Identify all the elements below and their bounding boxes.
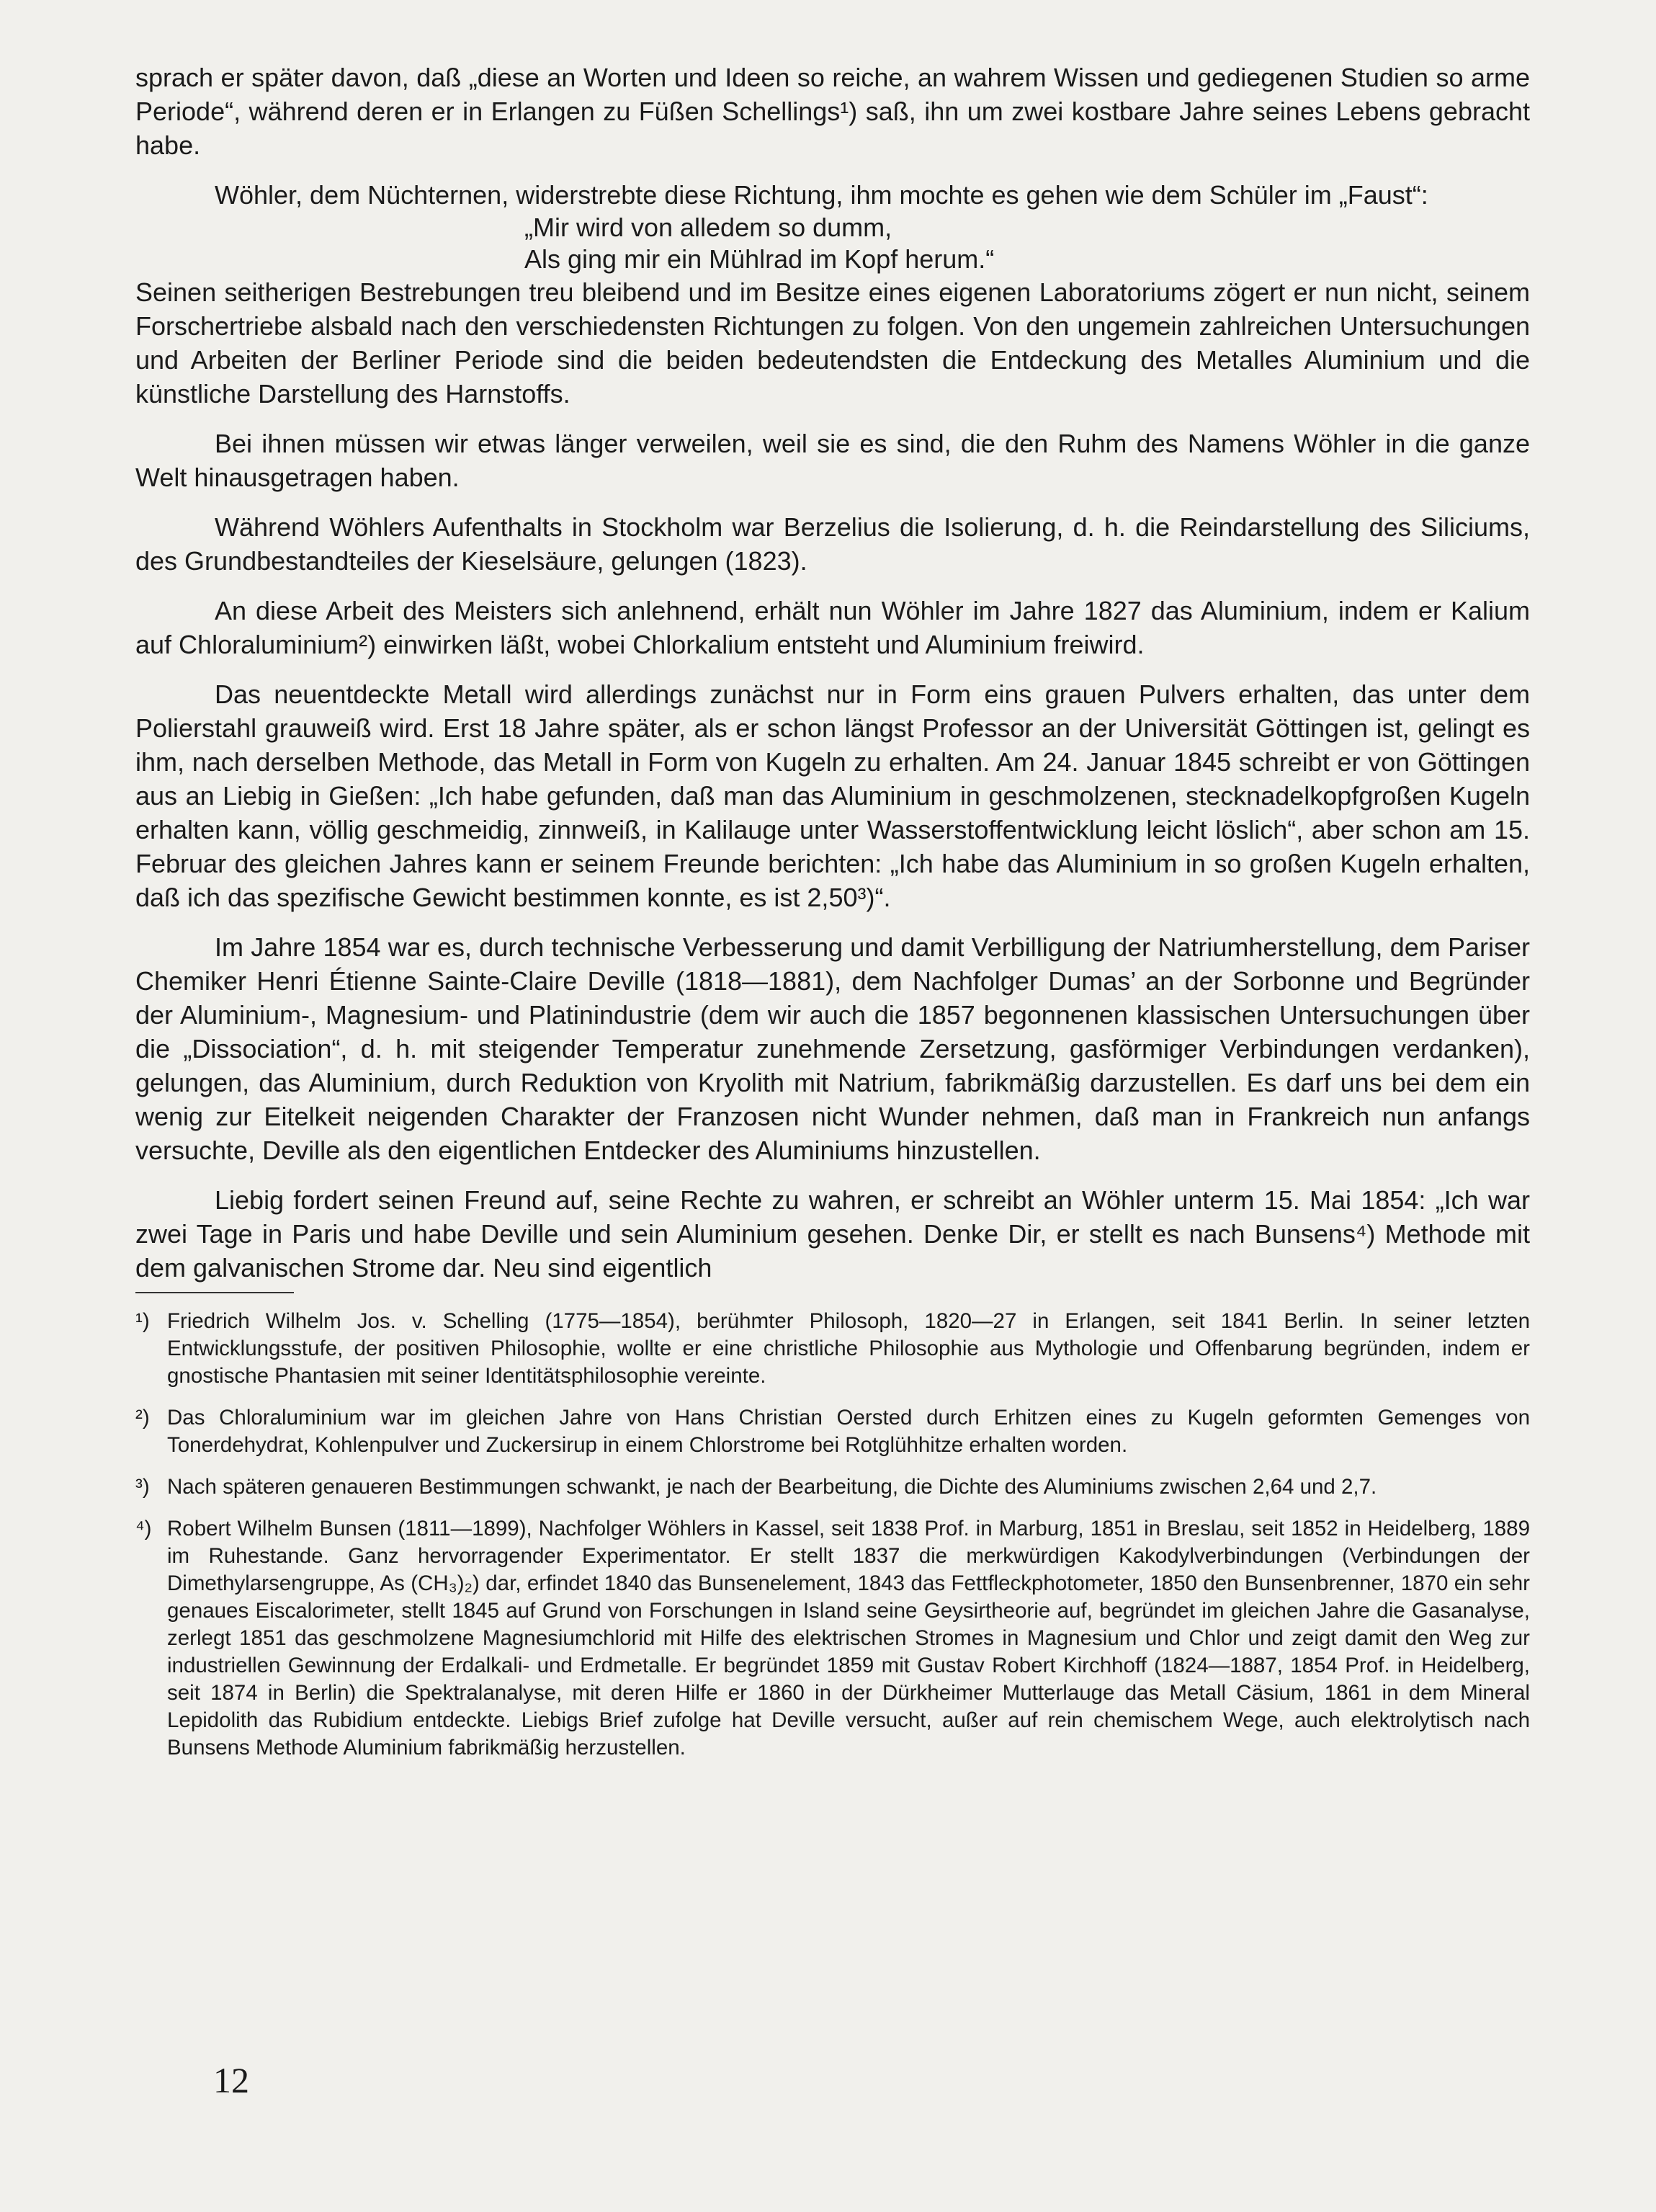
footnote-divider [135, 1292, 294, 1293]
footnotes [135, 1308, 1530, 1762]
paragraph: Das neuentdeckte Metall wird allerdings zunächst nur in Form eins grauen Pulvers erhalten, das unter dem Polierstahl grauweiß wird. Erst 18 Jahre später, als er schon längst Professor an der Universität Göttingen ist, gelingt es ihm, nach derselben Methode, das Metall in Form von Kugeln zu erhalten. Am 24. Januar 1845 schreibt er von Göttingen aus an Liebig in Gießen: „Ich habe gefunden, daß man das Aluminium in geschmolzenen, stecknadelkopfgroßen Kugeln erhalten kann, völlig geschmeidig, zinnweiß, in Kalilauge unter Wasserstoffentwicklung leicht löslich“, aber schon am 15. Februar des gleichen Jahres kann er seinem Freunde berichten: „Ich habe das Aluminium in so großen Kugeln erhalten, daß ich das spezifische Gewicht bestimmen konnte, es ist 2,50³)“. [135, 679, 1530, 912]
footnote-mark: ¹) [135, 1309, 150, 1333]
footnote-text: Das Chloraluminium war im gleichen Jahre von Hans Christian Oersted durch Erhitzen eines zu Kugeln geformten Gemenges von Tonerdehydrat, Kohlenpulver und Zuckersirup in einem Chlorstrome bei Rotglühhitze erhalten worden. [167, 1406, 1530, 1457]
footnote [135, 1308, 1530, 1390]
footnote-mark: ²) [135, 1406, 150, 1430]
body-text [135, 61, 1530, 1285]
paragraph: Während Wöhlers Aufenthalts in Stockholm war Berzelius die Isolierung, d. h. die Reindarstellung des Siliciums, des Grundbestandteiles der Kieselsäure, gelungen (1823). [135, 512, 1530, 576]
footnote-text: Robert Wilhelm Bunsen (1811—1899), Nachfolger Wöhlers in Kassel, seit 1838 Prof. in Marburg, 1851 in Breslau, seit 1852 in Heidelberg, 1889 im Ruhestande. Ganz hervorragender Experimentator. Er stellt 1837 die merkwürdigen Kakodylverbindungen (Verbindungen der Dimethylarsengruppe, As (CH₃)₂) dar, erfindet 1840 das Bunsenelement, 1843 das Fettfleckphotometer, 1850 den Bunsenbrenner, 1870 ein sehr genaues Eiscalorimeter, stellt 1845 auf Grund von Forschungen in Island seine Geysirtheorie auf, begründet im gleichen Jahre die Gasanalyse, zerlegt 1851 das geschmolzene Magnesiumchlorid mit Hilfe des elektrischen Stromes in Magnesium und Chlor und zeigt damit den Weg zur industriellen Gewinnung der Erdalkali- und Erdmetalle. Er begründet 1859 mit Gustav Robert Kirchhoff (1824—1887, 1854 Prof. in Heidelberg, seit 1874 in Berlin) die Spektralanalyse, mit deren Hilfe er 1860 in der Dürkheimer Mutterlauge das Metall Cäsium, 1861 in dem Mineral Lepidolith das Rubidium entdeckte. Liebigs Brief zufolge hat Deville versucht, außer auf rein chemischem Wege, auch elektrolytisch nach Bunsens Methode Aluminium fabrikmäßig herzustellen. [167, 1517, 1530, 1760]
verse-line: „Mir wird von alledem so dumm, [524, 213, 892, 242]
paragraph: Bei ihnen müssen wir etwas länger verweilen, weil sie es sind, die den Ruhm des Namens Wöhler in die ganze Welt hinausgetragen haben. [135, 429, 1530, 492]
verse-line: Als ging mir ein Mühlrad im Kopf herum.“ [524, 244, 995, 274]
footnote [135, 1404, 1530, 1459]
paragraph: Wöhler, dem Nüchternen, widerstrebte diese Richtung, ihm mochte es gehen wie dem Schüler im „Faust“: [215, 180, 1428, 210]
footnote [135, 1515, 1530, 1762]
paragraph: Seinen seitherigen Bestrebungen treu bleibend und im Besitze eines eigenen Laboratoriums zögert er nun nicht, seinem Forschertriebe alsbald nach den verschiedensten Richtungen zu folgen. Von den ungemein zahlreichen Untersuchungen und Arbeiten der Berliner Periode sind die beiden bedeutendsten die Entdeckung des Metalles Aluminium und die künstliche Darstellung des Harnstoffs. [135, 277, 1530, 409]
paragraph: An diese Arbeit des Meisters sich anlehnend, erhält nun Wöhler im Jahre 1827 das Aluminium, indem er Kalium auf Chloraluminium²) einwirken läßt, wobei Chlorkalium entsteht und Aluminium freiwird. [135, 596, 1530, 659]
paragraph: Im Jahre 1854 war es, durch technische Verbesserung und damit Verbilligung der Natriumherstellung, dem Pariser Chemiker Henri Étienne Sainte-Claire Deville (1818—1881), dem Nachfolger Dumas’ an der Sorbonne und Begründer der Aluminium-, Magnesium- und Platinindustrie (dem wir auch die 1857 begonnenen klassischen Untersuchungen über die „Dissociation“, d. h. mit steigender Temperatur zunehmende Zersetzung, gasförmiger Verbindungen verdanken), gelungen, das Aluminium, durch Reduktion von Kryolith mit Natrium, fabrikmäßig darzustellen. Es darf uns bei dem ein wenig zur Eitelkeit neigenden Charakter der Franzosen nicht Wunder nehmen, daß man in Frankreich nun anfangs versuchte, Deville als den eigentlichen Entdecker des Aluminiums hinzustellen. [135, 932, 1530, 1165]
footnote [135, 1473, 1530, 1501]
footnote-text: Friedrich Wilhelm Jos. v. Schelling (1775—1854), berühmter Philosoph, 1820—27 in Erlangen, seit 1841 Berlin. In seiner letzten Entwicklungsstufe, der positiven Philosophie, wollte er eine christliche Philosophie aus Mythologie und Offenbarung begründen, indem er gnostische Phantasien mit seiner Identitätsphilosophie vereinte. [167, 1309, 1530, 1388]
paragraph: Liebig fordert seinen Freund auf, seine Rechte zu wahren, er schreibt an Wöhler unterm 15. Mai 1854: „Ich war zwei Tage in Paris und habe Deville und sein Aluminium gesehen. Denke Dir, er stellt es nach Bunsens⁴) Methode mit dem galvanischen Strome dar. Neu sind eigentlich [135, 1185, 1530, 1283]
verse-quote [524, 212, 1530, 275]
page-content [135, 61, 1530, 1776]
footnote-mark: ³) [135, 1475, 150, 1499]
footnote-text: Nach späteren genaueren Bestimmungen schwankt, je nach der Bearbeitung, die Dichte des Aluminiums zwischen 2,64 und 2,7. [167, 1475, 1377, 1499]
footnote-mark: ⁴) [135, 1517, 152, 1540]
paragraph: sprach er später davon, daß „diese an Worten und Ideen so reiche, an wahrem Wissen und gediegenen Studien so arme Periode“, während deren er in Erlangen zu Füßen Schellings¹) saß, ihn um zwei kostbare Jahre seines Lebens gebracht habe. [135, 63, 1530, 160]
page-number: 12 [213, 2060, 249, 2100]
